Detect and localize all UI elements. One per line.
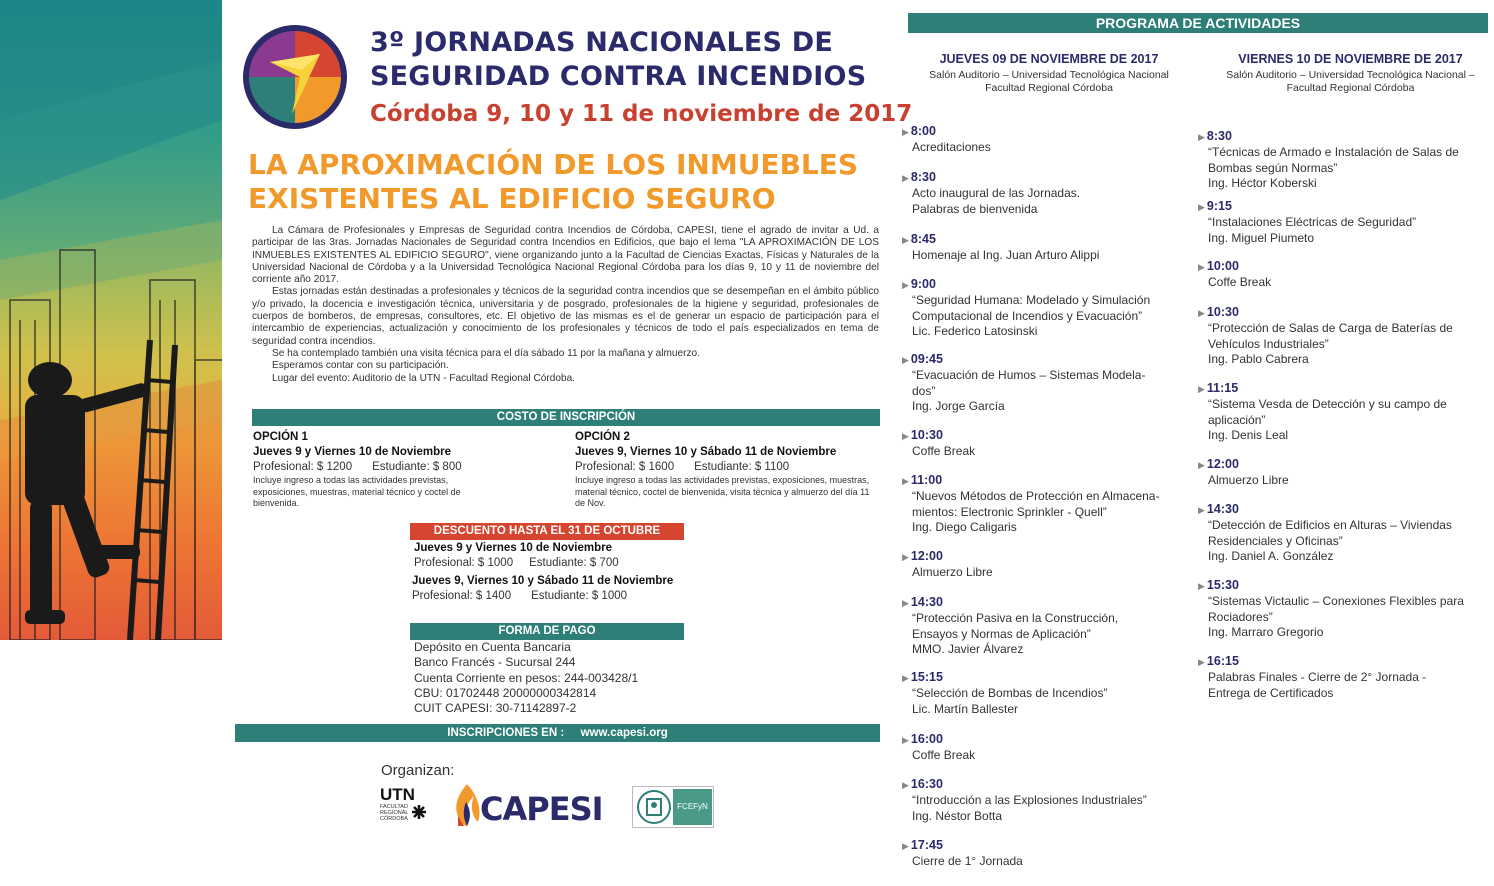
- schedule-event: [902, 428, 975, 460]
- event-description: Ensayos y Normas de Aplicación”: [912, 626, 1091, 641]
- lema-line1: LA APROXIMACIÓN DE LOS INMUEBLES: [248, 148, 859, 181]
- inscripciones-bar: [235, 724, 880, 742]
- pago-header: FORMA DE PAGO: [410, 623, 684, 640]
- utn-sub: REGIONAL: [380, 810, 409, 816]
- event-description: MMO. Javier Álvarez: [912, 641, 1024, 656]
- bullet-arrow-icon: ▶: [902, 735, 909, 745]
- opcion-2-label: OPCIÓN 2: [575, 431, 630, 443]
- schedule-event: [902, 777, 1147, 824]
- bullet-arrow-icon: ▶: [1198, 262, 1205, 272]
- event-description: Cierre de 1° Jornada: [912, 854, 1023, 869]
- event-description: Almuerzo Libre: [912, 565, 993, 580]
- schedule-event: [1198, 654, 1426, 701]
- event-description: “Nuevos Métodos de Protección en Almacena-: [912, 489, 1160, 504]
- event-time: 10:00: [1206, 259, 1239, 273]
- day2-place: Facultad Regional Córdoba: [1286, 82, 1415, 94]
- capesi-logo-text: CAPESI: [480, 790, 603, 828]
- schedule-event: [1198, 502, 1452, 564]
- day1-header: [908, 52, 1190, 95]
- bullet-arrow-icon: ▶: [902, 280, 909, 290]
- event-description: Coffe Break: [912, 748, 976, 763]
- event-time: 16:15: [1206, 654, 1239, 668]
- event-time: 15:30: [1206, 578, 1239, 592]
- event-description: Coffe Break: [1208, 275, 1272, 290]
- bullet-arrow-icon: ▶: [1198, 202, 1205, 212]
- event-description: Coffe Break: [912, 444, 976, 459]
- descuento-details: [412, 541, 712, 604]
- event-description: Lic. Federico Latosinski: [912, 323, 1038, 338]
- pago-line: Banco Francés - Sucursal 244: [414, 655, 576, 670]
- event-description: Entrega de Certificados: [1208, 685, 1334, 700]
- event-description: Acreditaciones: [912, 140, 991, 155]
- bullet-arrow-icon: ▶: [902, 780, 909, 790]
- event-description: aplicación”: [1208, 412, 1266, 427]
- descuento-a-prof: Profesional: $ 1000: [414, 557, 514, 569]
- descuento-header: DESCUENTO HASTA EL 31 DE OCTUBRE: [410, 523, 684, 540]
- bullet-arrow-icon: ▶: [902, 552, 909, 562]
- event-title-line1: 3º JORNADAS NACIONALES DE: [370, 27, 833, 58]
- schedule-event: [902, 124, 991, 156]
- event-time: 8:00: [910, 124, 936, 138]
- event-description: Acto inaugural de las Jornadas.: [912, 186, 1081, 201]
- intro-text: [252, 225, 879, 385]
- inscripciones-url[interactable]: www.capesi.org: [580, 727, 668, 739]
- bullet-arrow-icon: ▶: [1198, 581, 1205, 591]
- schedule-event: [902, 732, 975, 764]
- event-description: “Selección de Bombas de Incendios”: [912, 686, 1108, 701]
- event-description: “Seguridad Humana: Modelado y Simulación: [912, 293, 1151, 308]
- event-time: 16:30: [910, 777, 943, 791]
- capesi-flame-icon: [452, 782, 482, 828]
- opcion-1: [253, 430, 553, 510]
- bullet-arrow-icon: ▶: [902, 431, 909, 441]
- utn-logo-text: UTN: [380, 785, 415, 804]
- fcefyn-logo: [632, 786, 714, 828]
- event-description: “Protección de Salas de Carga de Baterías de: [1208, 321, 1453, 336]
- opcion-1-prof: Profesional: $ 1200: [253, 461, 353, 473]
- event-logo: [240, 22, 350, 132]
- bullet-arrow-icon: ▶: [1198, 308, 1205, 318]
- costo-header: COSTO DE INSCRIPCIÓN: [252, 409, 880, 426]
- event-description: Palabras de bienvenida: [912, 201, 1038, 216]
- opcion-2-est: Estudiante: $ 1100: [694, 461, 790, 473]
- event-time: 15:15: [910, 670, 943, 684]
- bullet-arrow-icon: ▶: [902, 476, 909, 486]
- event-time: 8:45: [910, 232, 936, 246]
- day2-title: VIERNES 10 DE NOVIEMBRE DE 2017: [1238, 52, 1463, 66]
- event-description: Ing. Pablo Cabrera: [1208, 351, 1309, 366]
- schedule-event: [902, 549, 993, 581]
- utn-sub: CÓRDOBA: [380, 816, 408, 822]
- event-description: “Evacuación de Humos – Sistemas Modela-: [912, 368, 1146, 383]
- event-time: 12:00: [1206, 457, 1239, 471]
- event-description: “Técnicas de Armado e Instalación de Salas de: [1208, 145, 1459, 160]
- schedule-event: [902, 232, 1099, 264]
- schedule-event: [902, 170, 1080, 217]
- event-description: “Introducción a las Explosiones Industriales”: [912, 793, 1147, 808]
- schedule-event: [1198, 305, 1453, 367]
- schedule-event: [902, 277, 1150, 339]
- schedule-event: [902, 595, 1118, 657]
- bullet-arrow-icon: ▶: [902, 598, 909, 608]
- descuento-a-days: Jueves 9 y Viernes 10 de Noviembre: [414, 542, 612, 554]
- pago-details: [414, 640, 714, 716]
- event-time: 17:45: [910, 838, 943, 852]
- intro-paragraph: Esperamos contar con su participación.: [272, 360, 449, 372]
- event-description: Palabras Finales - Cierre de 2° Jornada -: [1208, 670, 1427, 685]
- event-time: 10:30: [1206, 305, 1239, 319]
- event-description: “Sistema Vesda de Detección y su campo de: [1208, 397, 1447, 412]
- event-description: mientos: Electronic Sprinkler - Quell”: [912, 504, 1107, 519]
- event-time: 14:30: [910, 595, 943, 609]
- schedule-event: [1198, 457, 1289, 489]
- event-description: Ing. Jorge García: [912, 398, 1005, 413]
- event-time: 8:30: [1206, 129, 1232, 143]
- event-description: “Detección de Edificios en Alturas – Viviendas: [1208, 518, 1452, 533]
- descuento-a-est: Estudiante: $ 700: [529, 557, 619, 569]
- bullet-arrow-icon: ▶: [1198, 384, 1205, 394]
- event-description: Ing. Héctor Koberski: [1208, 175, 1317, 190]
- event-time: 12:00: [910, 549, 943, 563]
- event-description: Rociadores”: [1208, 609, 1273, 624]
- schedule-event: [1198, 129, 1459, 191]
- decorative-art-panel: [0, 0, 222, 640]
- event-time: 10:30: [910, 428, 943, 442]
- event-description: Homenaje al Ing. Juan Arturo Alippi: [912, 248, 1100, 263]
- day1-title: JUEVES 09 DE NOVIEMBRE DE 2017: [939, 52, 1159, 66]
- schedule-event: [1198, 259, 1271, 291]
- schedule-event: [902, 352, 1145, 414]
- pago-line: CUIT CAPESI: 30-71142897-2: [414, 701, 577, 716]
- event-time: 9:15: [1206, 199, 1232, 213]
- event-description: Lic. Martín Ballester: [912, 701, 1019, 716]
- schedule-event: [1198, 578, 1464, 640]
- event-description: Ing. Diego Caligaris: [912, 519, 1017, 534]
- event-description: “Protección Pasiva en la Construcción,: [912, 611, 1119, 626]
- opcion-1-est: Estudiante: $ 800: [372, 461, 462, 473]
- unc-seal-icon: [636, 789, 672, 825]
- event-description: Almuerzo Libre: [1208, 473, 1289, 488]
- event-description: Bombas según Normas”: [1208, 160, 1338, 175]
- intro-paragraph: La Cámara de Profesionales y Empresas de Seguridad contra Incendios de Córdoba, CAPESI, tiene el agrado de invitar a Ud. a participar de las 3ras. Jornadas Nacionales de Seguridad contra Incendios en Edificios, que bajo el lema "LA APROXIMACIÓN DE LOS INMUEBLES EXISTENTES AL EDIFICIO SEGURO", viene organizando junto a la Facultad de Ciencias Exactas, Físicas y Naturales de la Universidad Nacional de Córdoba y a la Universidad Tecnológica Nacional Regional Córdoba para los días 9, 10 y 11 de noviembre del corriente año 2017.: [252, 225, 879, 286]
- intro-paragraph: Se ha contemplado también una visita técnica para el día sábado 11 por la mañana y almuerzo.: [272, 347, 700, 359]
- opcion-2: [575, 430, 875, 510]
- bullet-arrow-icon: ▶: [902, 673, 909, 683]
- event-time: 11:00: [910, 473, 943, 487]
- event-description: Residenciales y Oficinas”: [1208, 533, 1343, 548]
- bullet-arrow-icon: ▶: [902, 235, 909, 245]
- utn-sub: FACULTAD: [380, 804, 408, 810]
- descuento-b-est: Estudiante: $ 1000: [531, 590, 628, 602]
- inscripciones-label: INSCRIPCIONES EN :: [447, 727, 565, 739]
- event-description: Ing. Néstor Botta: [912, 808, 1003, 823]
- pago-line: Depósito en Cuenta Bancaria: [414, 640, 571, 654]
- event-description: Computacional de Incendios y Evacuación”: [912, 308, 1143, 323]
- event-time: 14:30: [1206, 502, 1239, 516]
- day2-place: Salón Auditorio – Universidad Tecnológica Nacional –: [1226, 69, 1475, 81]
- bullet-arrow-icon: ▶: [902, 841, 909, 851]
- utn-star-icon: [411, 804, 427, 820]
- pago-line: Cuenta Corriente en pesos: 244-003428/1: [414, 670, 639, 685]
- event-description: Vehículos Industriales”: [1208, 336, 1329, 351]
- bullet-arrow-icon: ▶: [902, 127, 909, 137]
- event-dates: Córdoba 9, 10 y 11 de noviembre de 2017: [370, 101, 913, 127]
- opcion-2-prof: Profesional: $ 1600: [575, 461, 675, 473]
- capesi-logo: [452, 782, 612, 830]
- organizan-label: Organizan:: [381, 762, 455, 779]
- event-description: Ing. Denis Leal: [1208, 427, 1289, 442]
- schedule-event: [1198, 381, 1447, 443]
- day1-place: Salón Auditorio – Universidad Tecnológica Nacional: [929, 69, 1169, 81]
- opcion-1-label: OPCIÓN 1: [253, 431, 308, 443]
- schedule-event: [902, 838, 1023, 870]
- event-description: Ing. Miguel Piumeto: [1208, 230, 1315, 245]
- intro-paragraph: Estas jornadas están destinadas a profesionales y técnicos de la seguridad contra incendios que se desempeñan en el ámbito público y/o privado, la docencia e investigación técnica, universitaria y de posgrado, profesionales de la higiene y seguridad, profesionales de cuerpos de bomberos, de empresas, consultores, etc. El objetivo de las mismas es el de generar un espacio de participación para el intercambio de experiencias, actualización y conocimiento de los profesionales y técnicos de todo el país especializados en tema de seguridad contra incendios.: [252, 286, 879, 347]
- event-time: 11:15: [1206, 381, 1239, 395]
- event-description: Ing. Marraro Gregorio: [1208, 624, 1324, 639]
- bullet-arrow-icon: ▶: [1198, 657, 1205, 667]
- opcion-1-days: Jueves 9 y Viernes 10 de Noviembre: [253, 446, 451, 458]
- schedule-event: [1198, 199, 1416, 246]
- opcion-2-note: Incluye ingreso a todas las actividades previstas, exposiciones, muestras, material técnico, coctel de bienvenida, visita técnica y almuerzo del día 11 de Nov.: [575, 475, 870, 508]
- intro-paragraph: Lugar del evento: Auditorio de la UTN - Facultad Regional Córdoba.: [272, 372, 575, 384]
- fcefyn-logo-text: FCEFyN: [673, 789, 712, 825]
- event-description: dos”: [912, 383, 936, 398]
- utn-logo: [380, 786, 440, 830]
- day1-place: Facultad Regional Córdoba: [985, 82, 1113, 94]
- schedule-event: [902, 670, 1107, 717]
- event-time: 8:30: [910, 170, 936, 184]
- programa-header: PROGRAMA DE ACTIVIDADES: [908, 13, 1488, 33]
- bullet-arrow-icon: ▶: [1198, 505, 1205, 515]
- bullet-arrow-icon: ▶: [902, 173, 909, 183]
- schedule-event: [902, 473, 1159, 535]
- event-time: 16:00: [910, 732, 943, 746]
- event-description: Ing. Daniel A. González: [1208, 548, 1334, 563]
- pago-line: CBU: 01702448 20000000342814: [414, 685, 597, 700]
- opcion-2-days: Jueves 9, Viernes 10 y Sábado 11 de Noviembre: [575, 446, 837, 458]
- event-description: “Instalaciones Eléctricas de Seguridad”: [1208, 215, 1417, 230]
- bullet-arrow-icon: ▶: [1198, 460, 1205, 470]
- event-description: “Sistemas Victaulic – Conexiones Flexibles para: [1208, 594, 1464, 609]
- event-time: 9:00: [910, 277, 936, 291]
- bullet-arrow-icon: ▶: [902, 355, 909, 365]
- day2-header: [1208, 52, 1493, 95]
- city-firefighter-illustration: [0, 0, 222, 640]
- event-title-line2: SEGURIDAD CONTRA INCENDIOS: [370, 61, 867, 92]
- descuento-b-days: Jueves 9, Viernes 10 y Sábado 11 de Noviembre: [412, 575, 674, 587]
- bullet-arrow-icon: ▶: [1198, 132, 1205, 142]
- lema-line2: EXISTENTES AL EDIFICIO SEGURO: [248, 182, 776, 215]
- descuento-b-prof: Profesional: $ 1400: [412, 590, 512, 602]
- event-time: 09:45: [910, 352, 943, 366]
- opcion-1-note: Incluye ingreso a todas las actividades previstas, exposiciones, muestras, material técnico y coctel de bienvenida.: [253, 475, 461, 508]
